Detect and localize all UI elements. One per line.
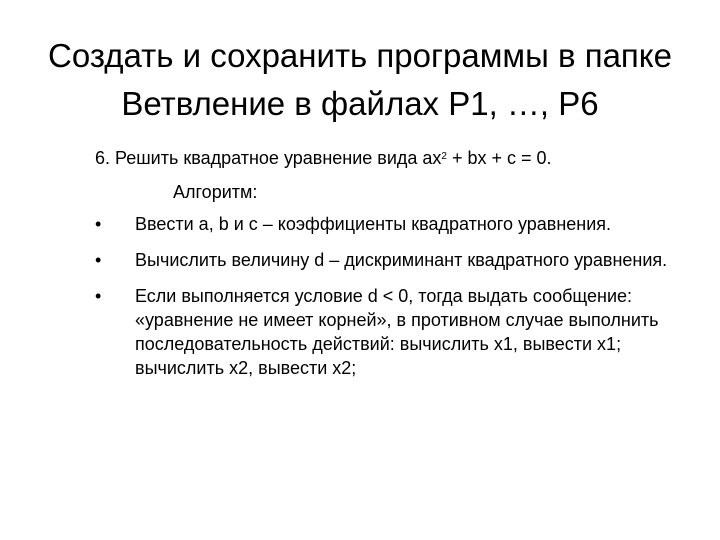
- bullet-icon: •: [95, 286, 102, 306]
- algorithm-heading: Алгоритм:: [173, 182, 258, 202]
- task-exponent: 2: [441, 151, 447, 162]
- task-prefix: 6. Решить квадратное уравнение вида ax: [95, 148, 442, 168]
- algorithm-steps-list: [95, 212, 695, 392]
- list-item-text: Ввести a, b и c – коэффициенты квадратного уравнения.: [135, 214, 612, 234]
- slide-title: Создать и сохранить программы в папке Ветвление в файлах Р1, …, Р6: [48, 37, 672, 122]
- list-item: [95, 212, 695, 236]
- list-item-text: Вычислить величину d – дискриминант квадратного уравнения.: [135, 250, 668, 270]
- task-suffix: + bx + c = 0.: [446, 148, 552, 168]
- task-statement: [95, 146, 552, 170]
- bullet-icon: •: [95, 214, 102, 234]
- bullet-icon: •: [95, 250, 102, 270]
- list-item: [95, 248, 695, 272]
- list-item-text: Если выполняется условие d < 0, тогда выдать сообщение: «уравнение не имеет корней», в противном случае выполнить последовательность действий: вычислить x1, вывести x1; вычислить x2, вывести x2;: [135, 286, 659, 378]
- list-item: [95, 284, 695, 380]
